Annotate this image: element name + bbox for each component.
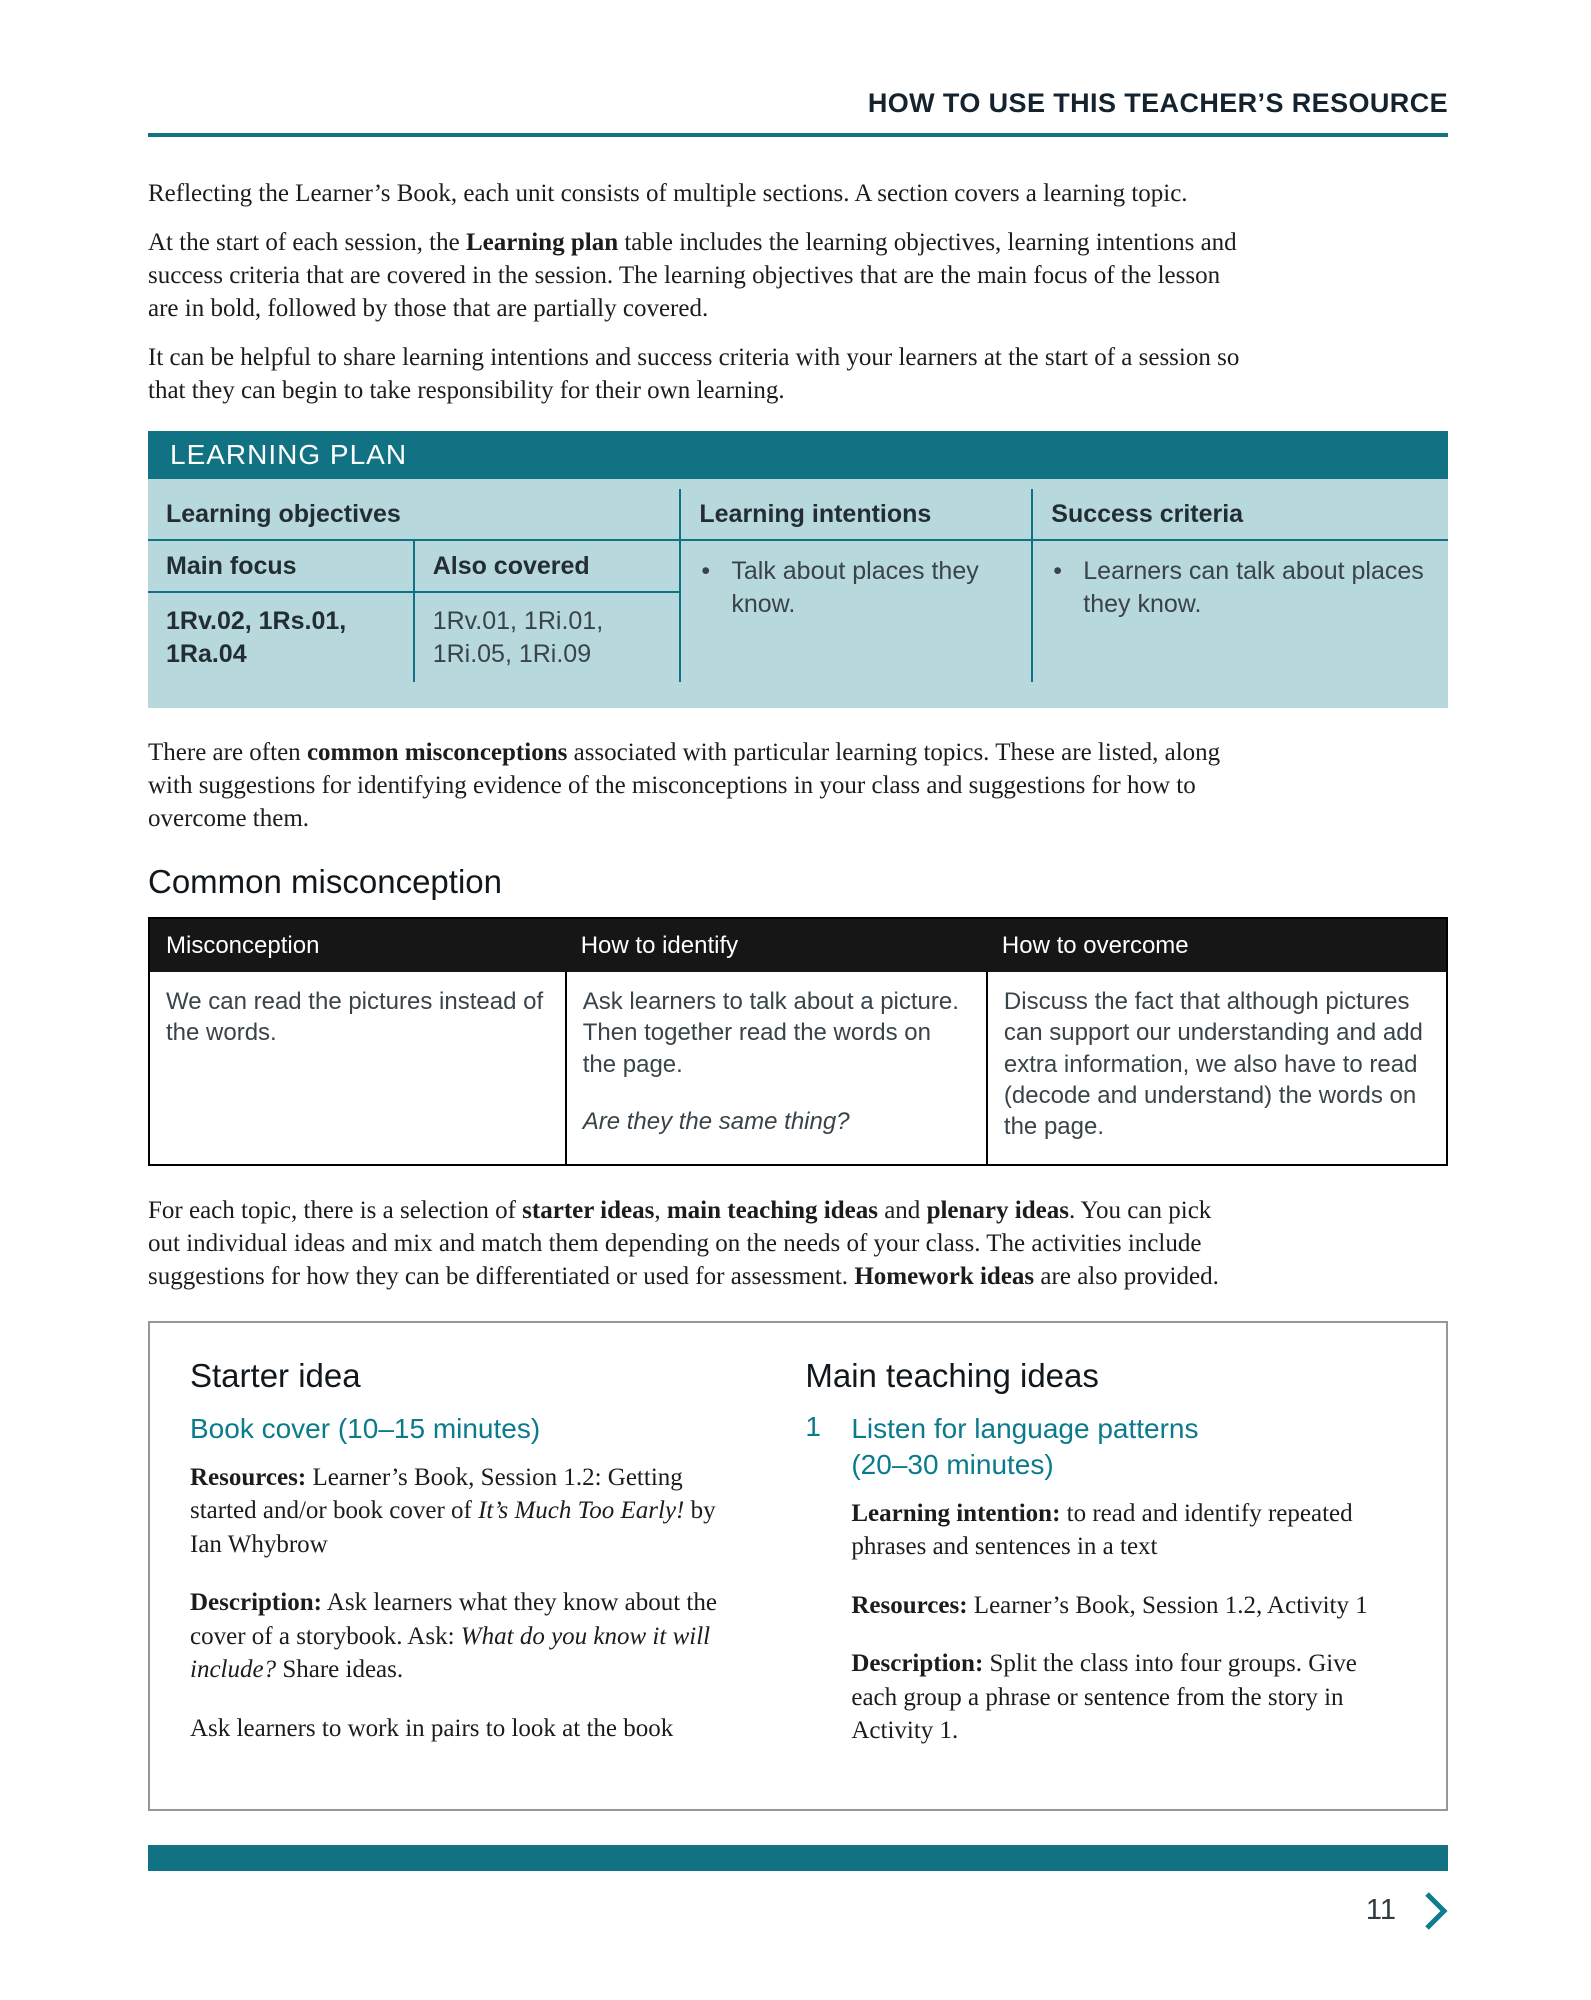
ideas-box — [148, 1321, 1448, 1811]
starter-idea-subheading: Book cover (10–15 minutes) — [190, 1413, 541, 1445]
learning-objectives-column — [148, 489, 679, 682]
main-focus-subcolumn — [148, 541, 413, 682]
main-teaching-ideas-column — [805, 1351, 1406, 1773]
next-page-chevron-icon[interactable] — [1424, 1891, 1448, 1931]
how-to-overcome-cell: Discuss the fact that although pictures can support our understanding and add extra information, we also have to read (decode and understand) the words on the page. — [986, 972, 1446, 1164]
page-footer — [148, 1891, 1448, 1931]
misconception-cell: We can read the pictures instead of the words. — [166, 988, 544, 1047]
how-to-overcome-column-header: How to overcome — [1001, 932, 1189, 959]
learning-plan-title-bar: LEARNING PLAN — [148, 431, 1448, 479]
learning-objectives-header: Learning objectives — [148, 489, 679, 541]
how-to-identify-column-header: How to identify — [580, 932, 739, 959]
main-focus-header: Main focus — [148, 541, 413, 593]
success-criteria-header: Success criteria — [1033, 489, 1448, 541]
success-criteria-column — [1031, 489, 1448, 682]
idea-title — [851, 1411, 1198, 1483]
success-criteria-item — [1033, 541, 1448, 620]
main-description-paragraph: Description: Split the class into four groups. Give each group a phrase or sentence from the story in Activity 1. — [851, 1650, 1357, 1745]
doc-header — [148, 88, 1448, 137]
learning-plan-table — [148, 431, 1448, 708]
idea-title-line1: Listen for language patterns — [851, 1413, 1199, 1445]
starter-resources-paragraph: Resources: Learner’s Book, Session 1.2: Getting started and/or book cover of It’s Much Too Early! by Ian Whybrow — [190, 1463, 716, 1558]
learning-intentions-item — [681, 541, 1031, 620]
page-number: 11 — [1365, 1894, 1396, 1927]
misconceptions-intro-paragraph: There are often common misconceptions associated with particular learning topics. These are listed, along with suggestions for identifying evidence of the misconceptions in your class and suggestions for how to overcome them. — [148, 739, 1221, 832]
also-covered-header: Also covered — [415, 541, 680, 593]
common-misconception-heading: Common misconception — [148, 863, 502, 900]
success-criteria-text: Learners can talk about places they know. — [1083, 557, 1424, 618]
identify-question-text: Are they the same thing? — [582, 1107, 850, 1135]
misconception-table-header-row — [150, 919, 1446, 972]
main-teaching-idea-1 — [805, 1411, 1406, 1483]
bullet-glyph: • — [701, 557, 711, 585]
starter-idea-column — [190, 1351, 749, 1773]
learning-intentions-header: Learning intentions — [681, 489, 1031, 541]
main-teaching-ideas-heading: Main teaching ideas — [805, 1357, 1099, 1395]
identify-text: Ask learners to talk about a picture. Then together read the words on the page. — [582, 988, 959, 1078]
also-covered-codes: 1Rv.01, 1Ri.01, 1Ri.05, 1Ri.09 — [432, 607, 604, 668]
intro-paragraph-1: Reflecting the Learner’s Book, each unit consists of multiple sections. A section covers a learning topic. — [148, 180, 1188, 207]
footer-accent-bar — [148, 1845, 1448, 1871]
misconception-column-header: Misconception — [166, 932, 320, 959]
intro-paragraph-3: It can be helpful to share learning intentions and success criteria with your learners at the start of a session so that they can begin to take responsibility for their own learning. — [148, 344, 1240, 404]
how-to-identify-cell — [565, 972, 986, 1164]
main-focus-codes: 1Rv.02, 1Rs.01, 1Ra.04 — [166, 607, 347, 668]
misconception-table-row — [150, 972, 1446, 1164]
misconception-table — [148, 917, 1448, 1166]
learning-intentions-text: Talk about places they know. — [731, 557, 979, 618]
page-title: HOW TO USE THIS TEACHER’S RESOURCE — [867, 88, 1448, 118]
ideas-intro-paragraph: For each topic, there is a selection of starter ideas, main teaching ideas and plenary ideas. You can pick out individual ideas and mix and match them depending on the needs of your class. The activities include suggestions for how they can be differentiated or used for assessment. Homework ideas are also provided. — [148, 1197, 1219, 1291]
starter-description-paragraph: Description: Ask learners what they know about the cover of a storybook. Ask: What do you know it will include? Share ideas. — [190, 1589, 717, 1684]
idea-number: 1 — [805, 1411, 821, 1443]
objectives-subcolumns — [148, 541, 679, 682]
starter-followup-paragraph: Ask learners to work in pairs to look at the book — [190, 1714, 674, 1742]
main-resources-paragraph: Resources: Learner’s Book, Session 1.2, Activity 1 — [851, 1591, 1368, 1619]
learning-intentions-column — [679, 489, 1031, 682]
main-idea-paragraphs — [851, 1497, 1406, 1748]
header-rule — [148, 133, 1448, 137]
idea-title-line2: (20–30 minutes) — [851, 1448, 1054, 1480]
intro-paragraph-2: At the start of each session, the Learning plan table includes the learning objectives, learning intentions and success criteria that are covered in the session. The learning objectives that are the main focus of the lesson are in bold, followed by those that are partially covered. — [148, 229, 1237, 322]
main-learning-intention-paragraph: Learning intention: to read and identify repeated phrases and sentences in a text — [851, 1499, 1353, 1561]
starter-idea-heading: Starter idea — [190, 1357, 361, 1395]
also-covered-subcolumn — [413, 541, 680, 682]
bullet-glyph: • — [1053, 557, 1063, 585]
learning-plan-body — [148, 479, 1448, 708]
